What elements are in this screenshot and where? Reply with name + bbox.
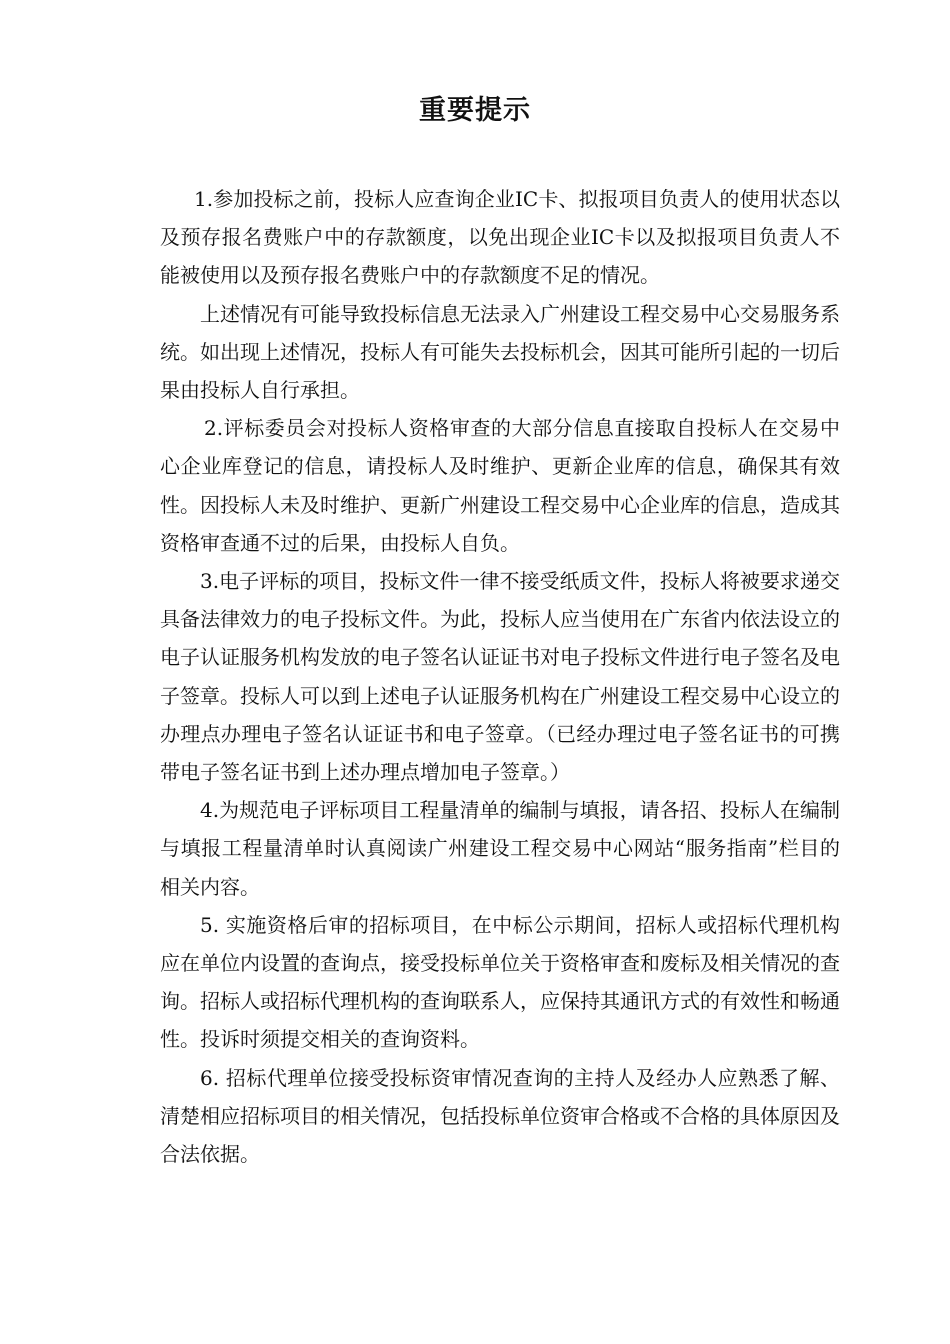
paragraph-item-1: 1.参加投标之前，投标人应查询企业IC卡、拟报项目负责人的使用状态以及预存报名费账户中的存款额度，以免出现企业IC卡以及拟报项目负责人不能被使用以及预存报名费账户中的存款额度不足的情况。 xyxy=(160,187,840,288)
paragraph-consequence: 上述情况有可能导致投标信息无法录入广州建设工程交易中心交易服务系统。如出现上述情况，投标人有可能失去投标机会，因其可能所引起的一切后果由投标人自行承担。 xyxy=(160,301,840,403)
notice-body xyxy=(160,180,840,1173)
paragraph-item-6: 6. 招标代理单位接受投标资审情况查询的主持人及经办人应熟悉了解、清楚相应招标项目的相关情况，包括投标单位资审合格或不合格的具体原因及合法依据。 xyxy=(160,1065,840,1167)
page-title: 重要提示 xyxy=(419,95,531,126)
paragraph-item-3: 3.电子评标的项目，投标文件一律不接受纸质文件，投标人将被要求递交具备法律效力的电子投标文件。为此，投标人应当使用在广东省内依法设立的电子认证服务机构发放的电子签名认证证书对电子投标文件进行电子签名及电子签章。投标人可以到上述电子认证服务机构在广州建设工程交易中心设立的办理点办理电子签名认证证书和电子签章。（已经办理过电子签名证书的可携带电子签名证书到上述办理点增加电子签章。） xyxy=(160,569,840,785)
paragraph-item-5: 5. 实施资格后审的招标项目，在中标公示期间，招标人或招标代理机构应在单位内设置的查询点，接受投标单位关于资格审查和废标及相关情况的查询。招标人或招标代理机构的查询联系人，应保持其通讯方式的有效性和畅通性。投诉时须提交相关的查询资料。 xyxy=(160,912,840,1052)
paragraph-item-2: 2.评标委员会对投标人资格审查的大部分信息直接取自投标人在交易中心企业库登记的信息，请投标人及时维护、更新企业库的信息，确保其有效性。因投标人未及时维护、更新广州建设工程交易中心企业库的信息，造成其资格审查通不过的后果，由投标人自负。 xyxy=(160,416,840,555)
paragraph-item-4: 4.为规范电子评标项目工程量清单的编制与填报，请各招、投标人在编制与填报工程量清单时认真阅读广州建设工程交易中心网站“服务指南”栏目的相关内容。 xyxy=(160,798,840,899)
